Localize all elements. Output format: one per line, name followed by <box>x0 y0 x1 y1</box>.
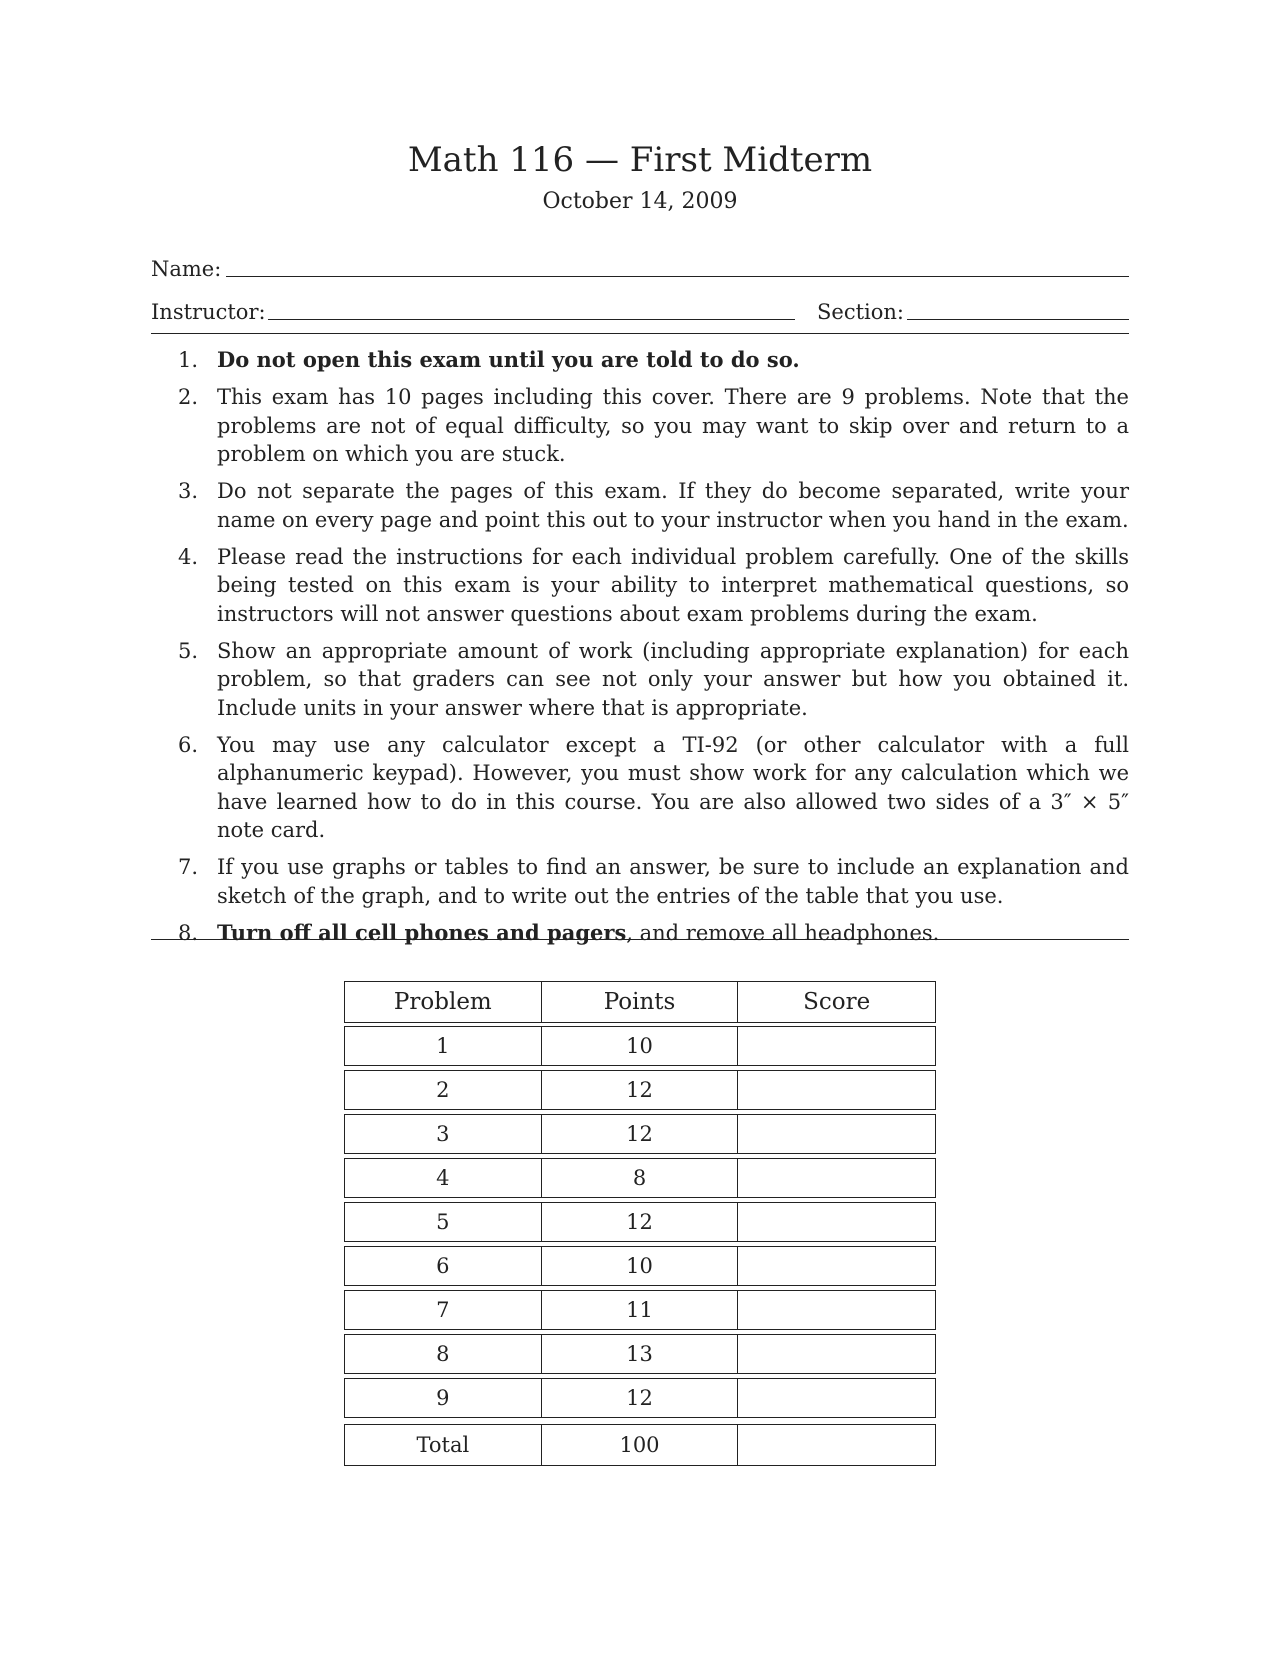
problem-cell: 3 <box>345 1115 542 1153</box>
instruction-item <box>151 637 1129 723</box>
points-cell: 10 <box>542 1027 739 1065</box>
name-field-row <box>151 257 1129 287</box>
instruction-number: 5. <box>178 638 199 663</box>
problem-cell: 5 <box>345 1203 542 1241</box>
instruction-text: You may use any calculator except a TI-92 (or other calculator with a full alphanumeric keypad). However, you must show work for any calculation which we have learned how to do in this course. You are also allowed two sides of a 3″ × 5″ note card. <box>217 732 1129 842</box>
instruction-bold-text: Do not open this exam until you are told to do so. <box>217 347 800 372</box>
points-cell: 13 <box>542 1335 739 1373</box>
total-points: 100 <box>542 1425 739 1465</box>
instruction-item <box>151 919 1129 948</box>
total-score-cell[interactable] <box>738 1425 935 1465</box>
name-label: Name: <box>151 257 222 281</box>
score-cell[interactable] <box>738 1071 935 1109</box>
instruction-item <box>151 383 1129 469</box>
score-cell[interactable] <box>738 1247 935 1285</box>
instruction-text: If you use graphs or tables to find an answer, be sure to include an explanation and sketch of the graph, and to write out the entries of the table that you use. <box>217 855 1129 908</box>
problem-cell: 8 <box>345 1335 542 1373</box>
table-header-row <box>344 981 936 1023</box>
instructor-label: Instructor: <box>151 300 266 324</box>
score-cell[interactable] <box>738 1027 935 1065</box>
total-label: Total <box>345 1425 542 1465</box>
instruction-bold-text: Turn off all cell phones and pagers <box>217 919 627 945</box>
problem-cell: 1 <box>345 1027 542 1065</box>
table-row <box>344 1246 936 1286</box>
table-row <box>344 1070 936 1110</box>
instruction-number: 3. <box>178 479 199 503</box>
problem-cell: 9 <box>345 1379 542 1417</box>
page-title: Math 116 — First Midterm <box>407 140 873 180</box>
points-cell: 11 <box>542 1291 739 1329</box>
instruction-text: This exam has 10 pages including this cover. There are 9 problems. Note that the problems are not of equal difficulty, so you may want to skip over and return to a problem on which you are stuck. <box>217 385 1129 466</box>
bottom-divider <box>151 939 1129 940</box>
points-cell: 8 <box>542 1159 739 1197</box>
score-cell[interactable] <box>738 1159 935 1197</box>
problem-cell: 7 <box>345 1291 542 1329</box>
points-cell: 12 <box>542 1379 739 1417</box>
instructions-list <box>151 346 1129 956</box>
score-cell[interactable] <box>738 1203 935 1241</box>
problem-cell: 2 <box>345 1071 542 1109</box>
score-cell[interactable] <box>738 1379 935 1417</box>
column-header-score: Score <box>803 989 871 1015</box>
table-total-row <box>344 1424 936 1466</box>
column-header-problem: Problem <box>345 982 542 1022</box>
problem-cell: 4 <box>345 1159 542 1197</box>
instruction-item <box>151 346 1129 375</box>
instructor-field[interactable] <box>268 319 795 320</box>
instruction-text: Do not separate the pages of this exam. If they do become separated, write your name on every page and point this out to your instructor when you hand in the exam. <box>217 479 1129 532</box>
instruction-item <box>151 543 1129 629</box>
instruction-number: 6. <box>178 732 199 757</box>
points-cell: 12 <box>542 1115 739 1153</box>
table-row <box>344 1334 936 1374</box>
instruction-item <box>151 731 1129 845</box>
points-cell: 12 <box>542 1203 739 1241</box>
score-cell[interactable] <box>738 1291 935 1329</box>
instruction-number: 7. <box>178 855 199 879</box>
table-row <box>344 1378 936 1418</box>
section-field[interactable] <box>907 319 1129 320</box>
table-row <box>344 1114 936 1154</box>
table-row <box>344 1026 936 1066</box>
instruction-text: Please read the instructions for each individual problem carefully. One of the skills being tested on this exam is your ability to interpret mathematical questions, so instructors will not answer questions about exam problems during the exam. <box>217 544 1129 626</box>
problem-cell: 6 <box>345 1247 542 1285</box>
instruction-number: 4. <box>178 544 199 569</box>
instruction-number: 1. <box>178 348 199 372</box>
instruction-number: 8. <box>178 920 199 945</box>
score-cell[interactable] <box>738 1335 935 1373</box>
score-cell[interactable] <box>738 1115 935 1153</box>
section-label: Section: <box>817 300 904 324</box>
instruction-text: , and remove all headphones. <box>626 920 940 945</box>
instruction-text: Show an appropriate amount of work (including appropriate explanation) for each problem, so that graders can see not only your answer but how you obtained it. Include units in your answer where that is appropriate. <box>217 638 1129 720</box>
points-cell: 10 <box>542 1247 739 1285</box>
exam-date: October 14, 2009 <box>542 189 738 214</box>
instruction-number: 2. <box>178 385 199 409</box>
column-header-points: Points <box>542 982 739 1022</box>
table-row <box>344 1158 936 1198</box>
instruction-item <box>151 477 1129 534</box>
instruction-item <box>151 853 1129 910</box>
table-row <box>344 1290 936 1330</box>
instructor-section-row <box>151 300 1129 330</box>
score-table <box>344 981 936 1470</box>
name-field[interactable] <box>226 276 1129 277</box>
top-divider <box>151 333 1129 334</box>
table-row <box>344 1202 936 1242</box>
points-cell: 12 <box>542 1071 739 1109</box>
